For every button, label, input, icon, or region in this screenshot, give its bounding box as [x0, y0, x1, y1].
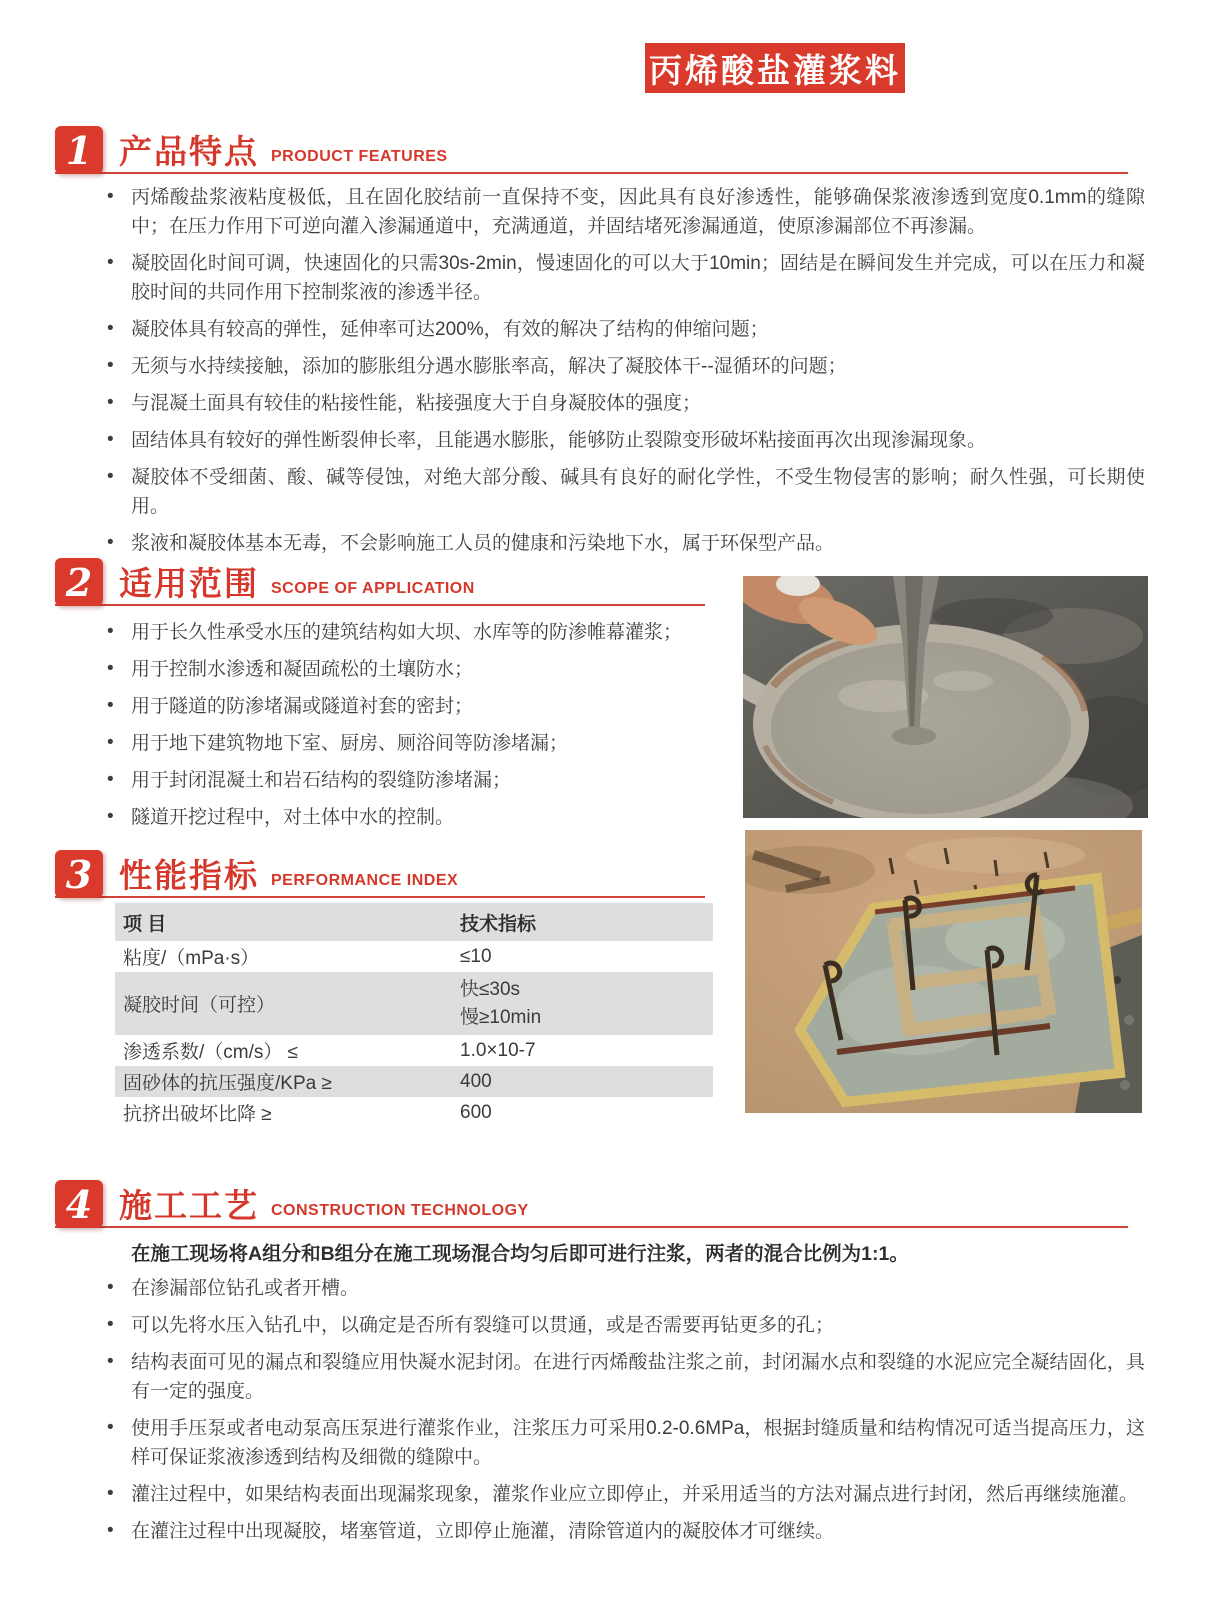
- table-row: [115, 972, 713, 1035]
- row-value-line2: 慢≥10min: [460, 1006, 542, 1028]
- table-header-value: 技术指标: [460, 913, 537, 935]
- performance-index-table: [115, 903, 713, 1128]
- table-header-item: 项 目: [123, 913, 167, 935]
- section-3-subtitle: PERFORMANCE INDEX: [271, 872, 459, 889]
- row-value: 400: [460, 1070, 492, 1092]
- section-1-subtitle: PRODUCT FEATURES: [271, 148, 448, 165]
- table-row: [115, 1097, 713, 1128]
- list-item: • 用于控制水渗透和凝固疏松的土壤防水；: [95, 655, 717, 685]
- list-item: • 用于隧道的防渗堵漏或隧道衬套的密封；: [95, 692, 717, 722]
- row-value-line1: 快≤30s: [460, 978, 521, 1000]
- list-item: • 凝胶固化时间可调，快速固化的只需30s-2min，慢速固化的可以大于10min；固结是在瞬间发生并完成，可以在压力和凝胶时间的共同作用下控制浆液的渗透半径。: [95, 249, 1145, 307]
- list-item: • 凝胶体不受细菌、酸、碱等侵蚀，对绝大部分酸、碱具有良好的耐化学性，不受生物侵害的影响；耐久性强，可长期使用。: [95, 463, 1145, 521]
- table-row: [115, 1035, 713, 1066]
- list-item: • 用于地下建筑物地下室、厨房、厕浴间等防渗堵漏；: [95, 729, 717, 759]
- list-item: • 丙烯酸盐浆液粘度极低，且在固化胶结前一直保持不变，因此具有良好渗透性，能够确保浆液渗透到宽度0.1mm的缝隙中；在压力作用下可逆向灌入渗漏通道中，充满通道，并固结堵死渗漏通道，使原渗漏部位不再渗漏。: [95, 183, 1145, 241]
- section-2-number-badge: 2: [55, 558, 103, 606]
- list-item: • 浆液和凝胶体基本无毒，不会影响施工人员的健康和污染地下水，属于环保型产品。: [95, 529, 1145, 558]
- formwork-grouting-photo: [745, 830, 1142, 1113]
- section-3-title: 性能指标: [119, 857, 259, 894]
- section-4-header: [55, 1176, 1128, 1228]
- list-item: • 用于封闭混凝土和岩石结构的裂缝防渗堵漏；: [95, 766, 717, 796]
- section-1-number-badge: 1: [55, 126, 103, 174]
- row-label: 固砂体的抗压强度/KPa ≥: [123, 1073, 332, 1094]
- section-4-subtitle: CONSTRUCTION TECHNOLOGY: [271, 1202, 529, 1219]
- section-2-title: 适用范围: [119, 565, 259, 602]
- section-2-header: [55, 554, 705, 606]
- construction-steps-list: [95, 1274, 1145, 1554]
- grout-mixing-photo: [743, 576, 1148, 818]
- list-item: • 与混凝土面具有较佳的粘接性能，粘接强度大于自身凝胶体的强度；: [95, 389, 1145, 418]
- row-label: 粘度/（mPa·s）: [123, 948, 260, 969]
- list-item: • 凝胶体具有较高的弹性，延伸率可达200%，有效的解决了结构的伸缩问题；: [95, 315, 1145, 344]
- section-3-number-badge: 3: [55, 850, 103, 898]
- scope-of-application-list: [95, 618, 717, 840]
- section-3-header: [55, 846, 705, 898]
- formwork-grouting-illustration: [745, 830, 1142, 1113]
- list-item: • 无须与水持续接触，添加的膨胀组分遇水膨胀率高，解决了凝胶体干--湿循环的问题；: [95, 352, 1145, 381]
- row-value: 600: [460, 1101, 492, 1123]
- list-item: • 使用手压泵或者电动泵高压泵进行灌浆作业，注浆压力可采用0.2-0.6MPa，根据封缝质量和结构情况可适当提高压力，这样可保证浆液渗透到结构及细微的缝隙中。: [95, 1414, 1145, 1472]
- section-1-header: [55, 122, 1128, 174]
- list-item: • 隧道开挖过程中，对土体中水的控制。: [95, 803, 717, 833]
- list-item: • 灌注过程中，如果结构表面出现漏浆现象，灌浆作业应立即停止，并采用适当的方法对漏点进行封闭，然后再继续施灌。: [95, 1480, 1145, 1509]
- table-row: [115, 941, 713, 972]
- construction-intro: 在施工现场将A组分和B组分在施工现场混合均匀后即可进行注浆，两者的混合比例为1:1。: [131, 1243, 909, 1265]
- row-value: [460, 976, 713, 1032]
- list-item: • 用于长久性承受水压的建筑结构如大坝、水库等的防渗帷幕灌浆；: [95, 618, 717, 648]
- section-4-title: 施工工艺: [119, 1187, 259, 1224]
- section-1-title: 产品特点: [119, 133, 259, 170]
- list-item: • 在灌注过程中出现凝胶，堵塞管道，立即停止施灌，清除管道内的凝胶体才可继续。: [95, 1517, 1145, 1546]
- row-value: ≤10: [460, 945, 492, 967]
- table-row: [115, 1066, 713, 1097]
- row-value: 1.0×10-7: [460, 1039, 536, 1061]
- grout-mixing-illustration: [743, 576, 1148, 818]
- list-item: • 在渗漏部位钻孔或者开槽。: [95, 1274, 1145, 1303]
- row-label: 渗透系数/（cm/s） ≤: [123, 1042, 299, 1063]
- product-title-banner: 丙烯酸盐灌浆料: [645, 43, 905, 93]
- list-item: • 结构表面可见的漏点和裂缝应用快凝水泥封闭。在进行丙烯酸盐注浆之前，封闭漏水点和裂缝的水泥应完全凝结固化，具有一定的强度。: [95, 1348, 1145, 1406]
- section-2-subtitle: SCOPE OF APPLICATION: [271, 580, 475, 597]
- product-features-list: [95, 183, 1145, 566]
- list-item: • 可以先将水压入钻孔中，以确定是否所有裂缝可以贯通，或是否需要再钻更多的孔；: [95, 1311, 1145, 1340]
- list-item: • 固结体具有较好的弹性断裂伸长率，且能遇水膨胀，能够防止裂隙变形破坏粘接面再次出现渗漏现象。: [95, 426, 1145, 455]
- row-label: 凝胶时间（可控）: [123, 995, 276, 1016]
- section-4-number-badge: 4: [55, 1180, 103, 1228]
- row-label: 抗挤出破坏比降 ≥: [123, 1104, 272, 1125]
- table-header-row: [115, 903, 713, 941]
